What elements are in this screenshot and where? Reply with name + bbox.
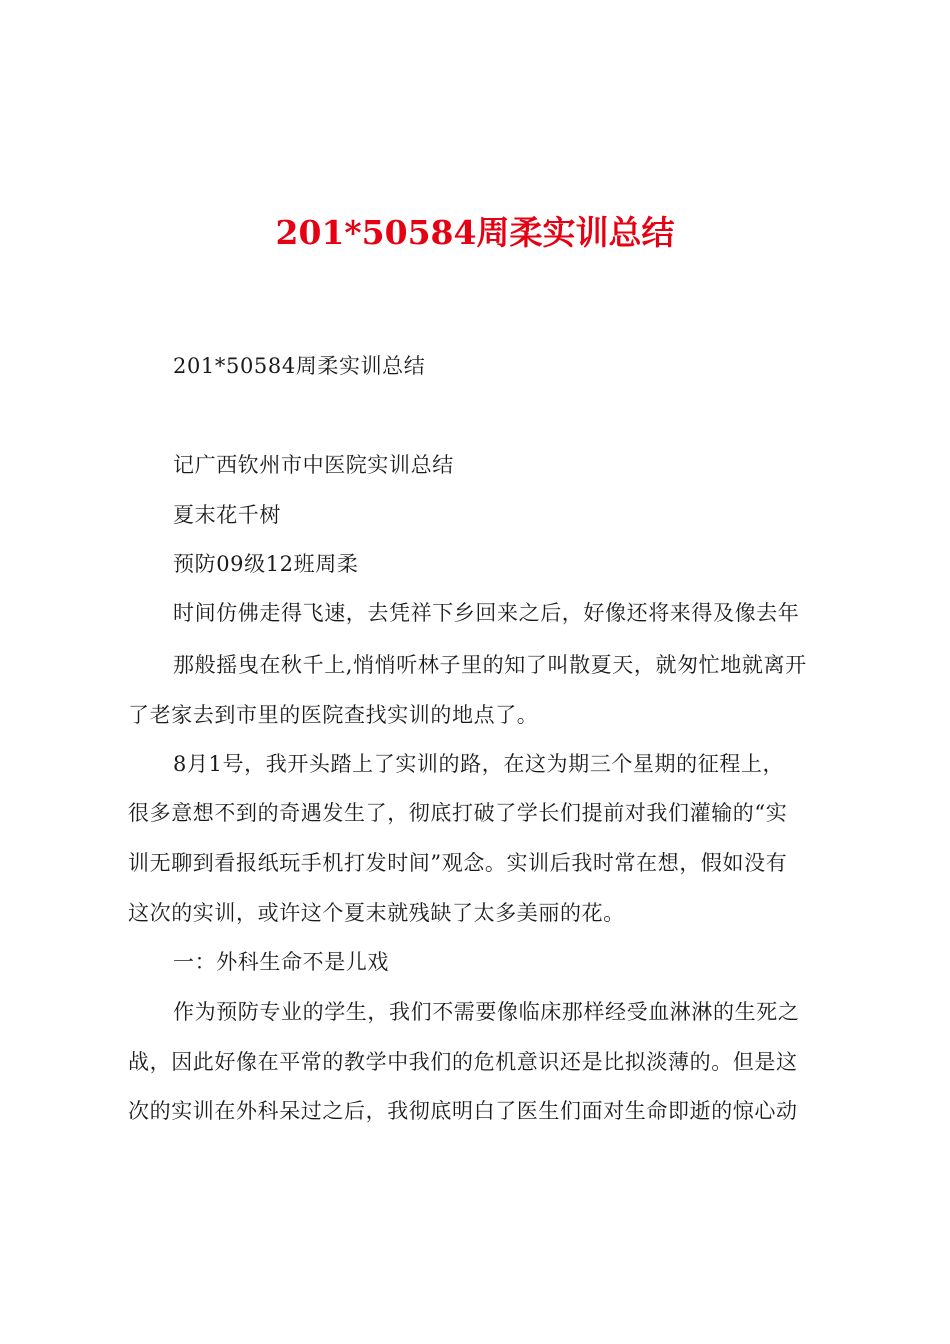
paragraph-line: 预防09级12班周柔 [173, 552, 359, 576]
section-heading: 一：外科生命不是儿戏 [173, 950, 389, 974]
paragraph-line: 夏末花千树 [173, 503, 281, 527]
document-subtitle: 201*50584周柔实训总结 [173, 354, 426, 378]
page-title: 201*50584周柔实训总结 [275, 213, 675, 252]
paragraph-line: 了老家去到市里的医院查找实训的地点了。 [128, 703, 539, 727]
paragraph-line: 那般摇曳在秋千上,悄悄听林子里的知了叫散夏天，就匆忙地就离开 [173, 653, 807, 677]
paragraph-line: 战，因此好像在平常的教学中我们的危机意识还是比拟淡薄的。但是这 [128, 1050, 798, 1074]
paragraph-line: 8月1号，我开头踏上了实训的路，在这为期三个星期的征程上， [173, 752, 785, 776]
paragraph-line: 作为预防专业的学生，我们不需要像临床那样经受血淋淋的生死之 [173, 1000, 800, 1024]
paragraph-line: 这次的实训，或许这个夏末就残缺了太多美丽的花。 [128, 901, 625, 925]
paragraph-line: 次的实训在外科呆过之后，我彻底明白了医生们面对生命即逝的惊心动 [128, 1099, 798, 1123]
paragraph-line: 训无聊到看报纸玩手机打发时间”观念。实训后我时常在想，假如没有 [128, 851, 788, 875]
paragraph-line: 记广西钦州市中医院实训总结 [173, 453, 454, 477]
paragraph-line: 时间仿佛走得飞速，去凭祥下乡回来之后，好像还将来得及像去年 [173, 601, 800, 625]
paragraph-line: 很多意想不到的奇遇发生了，彻底打破了学长们提前对我们灌输的“实 [128, 801, 788, 825]
